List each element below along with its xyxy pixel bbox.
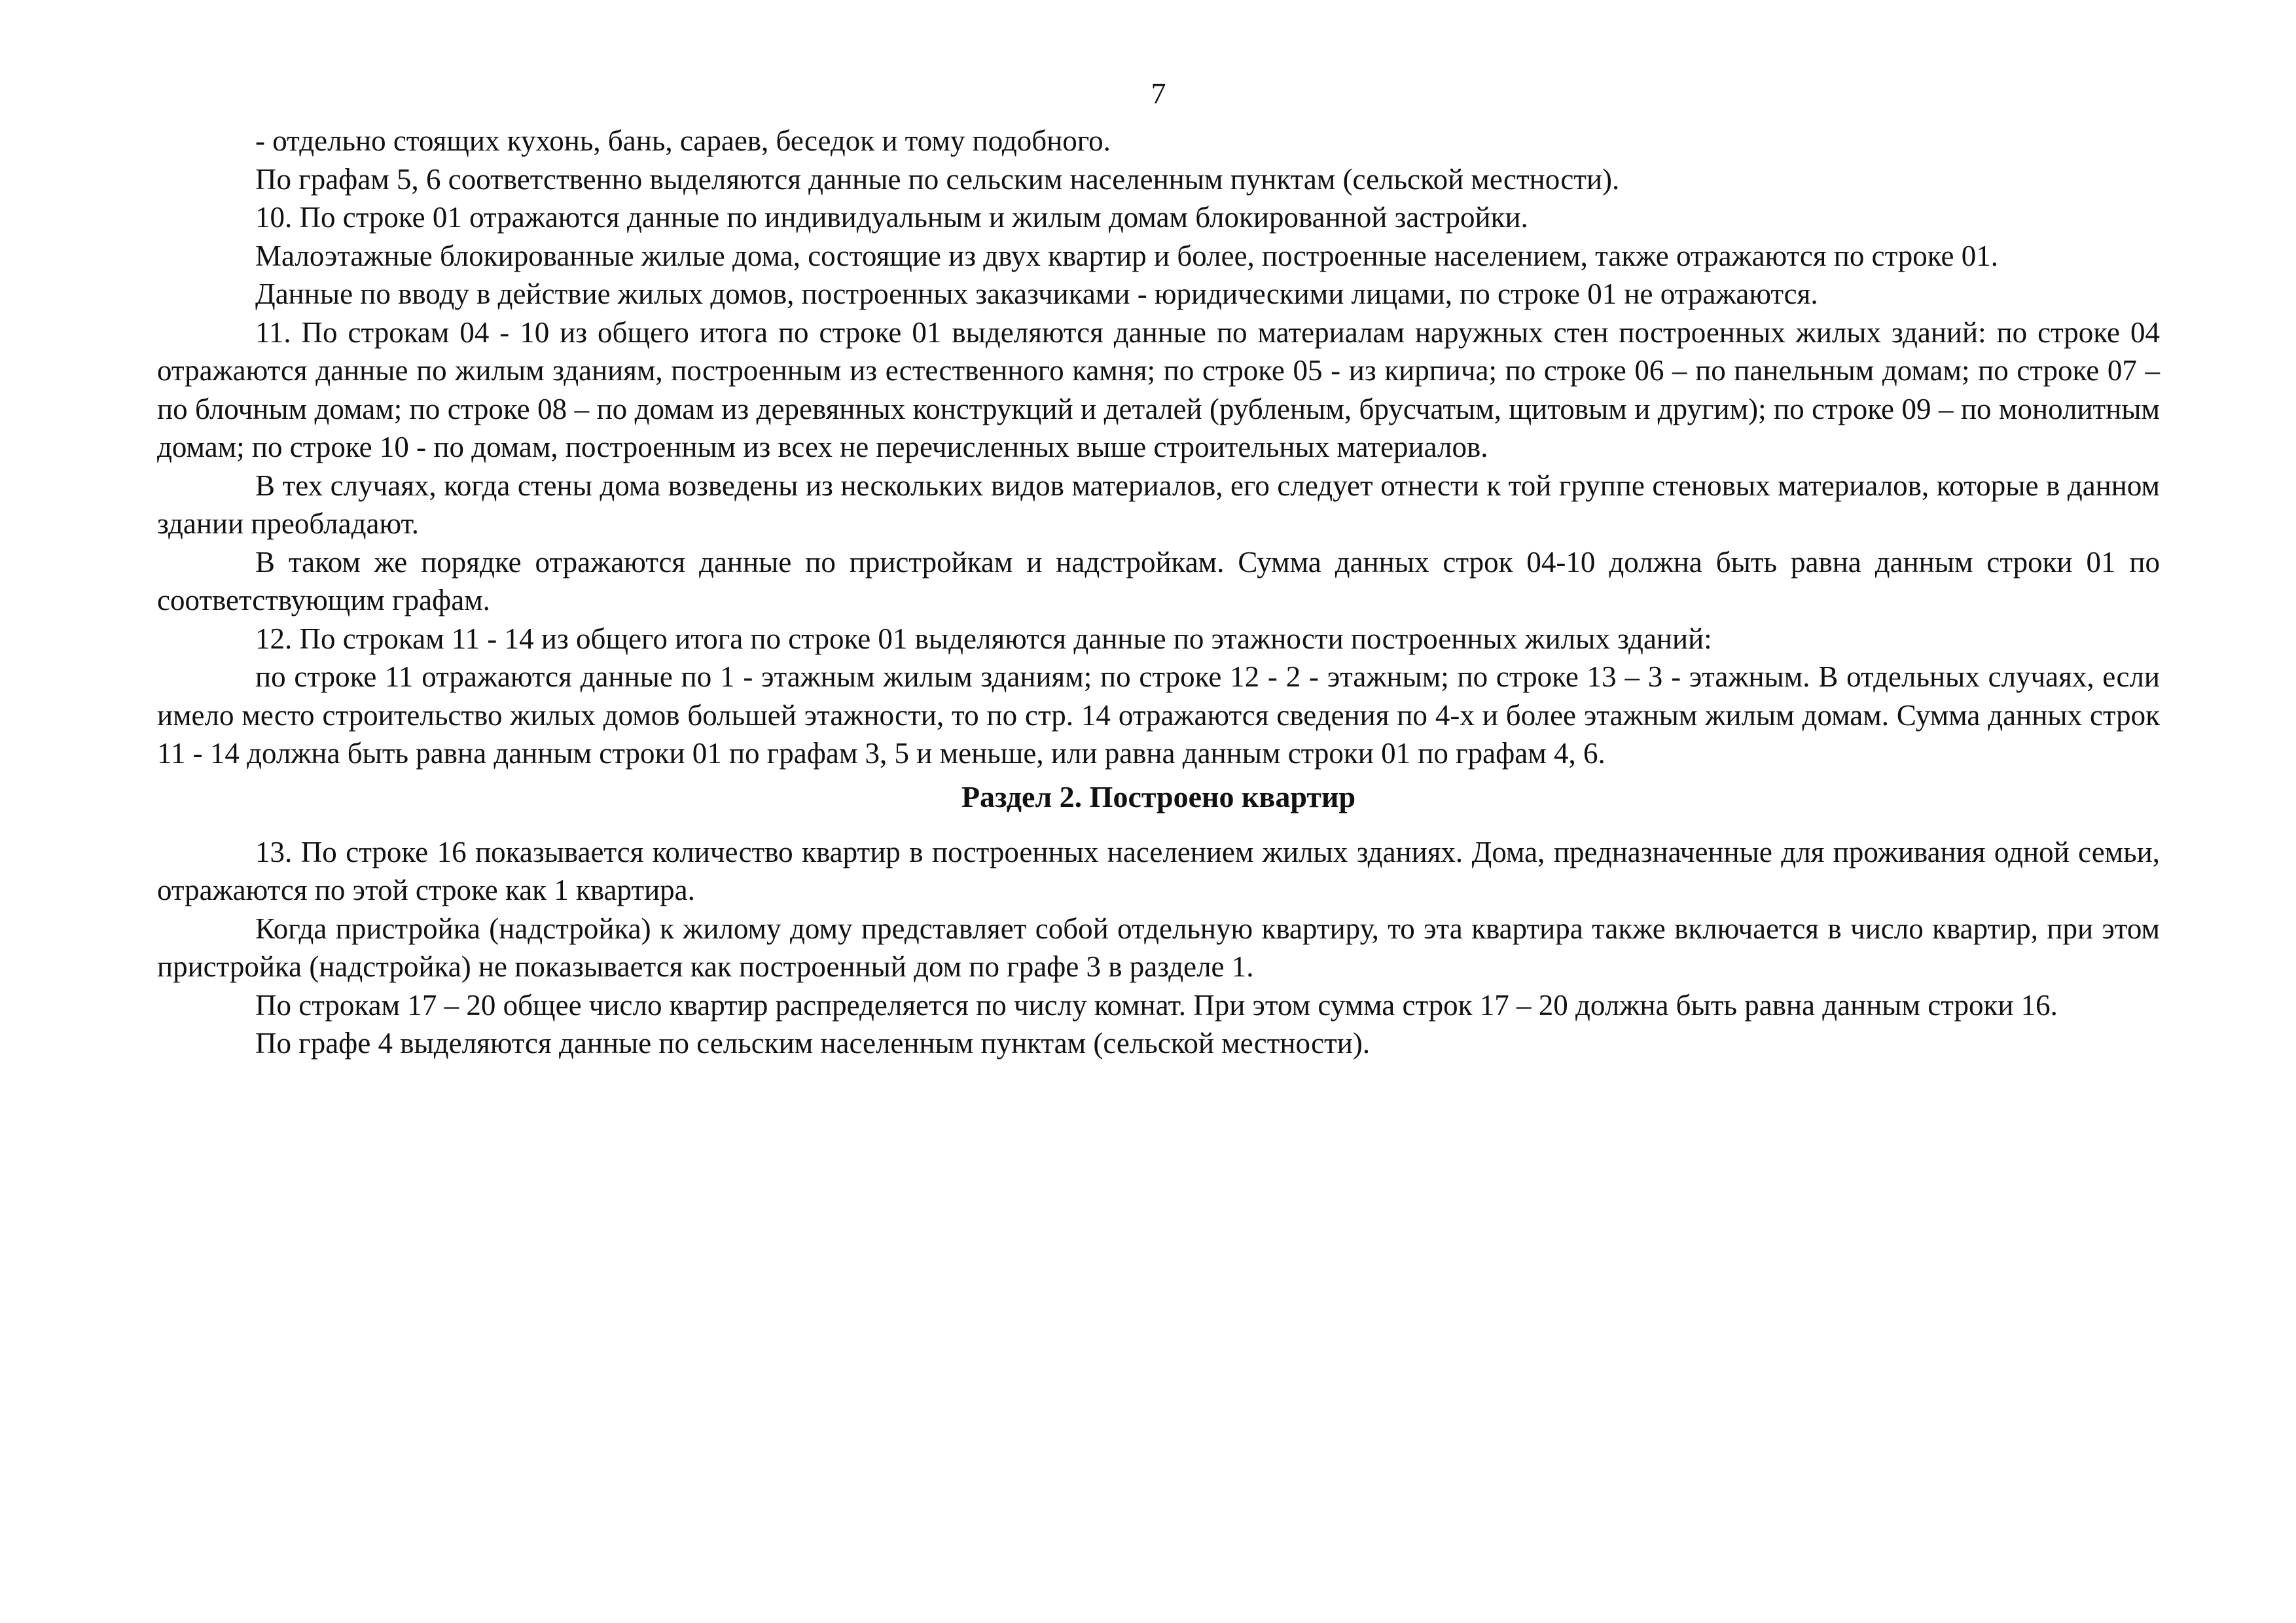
section-title: Раздел 2. Построено квартир xyxy=(961,779,1356,813)
paragraph-mixed-materials: В тех случаях, когда стены дома возведены из нескольких видов материалов, его следует отнести к той группе стеновых материалов, которые в данном здании преобладают. xyxy=(157,469,2160,540)
paragraph-item-12: 12. По строкам 11 - 14 из общего итога по строке 01 выделяются данные по этажности построенных жилых зданий: xyxy=(255,622,1712,655)
paragraph-extension-apartment: Когда пристройка (надстройка) к жилому дому представляет собой отдельную квартиру, то эта квартира также включается в число квартир, при этом пристройка (надстройка) не показывается как построенный дом по графе 3 в разделе 1. xyxy=(157,912,2160,983)
paragraph-rooms: По строкам 17 – 20 общее число квартир распределяется по числу комнат. При этом сумма строк 17 – 20 должна быть равна данным строки 16. xyxy=(255,988,2058,1022)
paragraph-item-13: 13. По строке 16 показывается количество квартир в построенных населением жилых зданиях. Дома, предназначенные для проживания одной семьи, отражаются по этой строке как 1 квартира. xyxy=(157,835,2160,906)
paragraph-columns-5-6: По графам 5, 6 соответственно выделяются данные по сельским населенным пунктам (сельской местности). xyxy=(255,162,1620,196)
paragraph-storeys: по строке 11 отражаются данные по 1 - этажным жилым зданиям; по строке 12 - 2 - этажным; по строке 13 – 3 - этажным. В отдельных случаях, если имело место строительство жилых домов большей этажности, то по стр. 14 отражаются сведения по 4-х и более этажным жилым домам. Сумма данных строк 11 - 14 должна быть равна данным строки 01 по графам 3, 5 и меньше, или равна данным строки 01 по графам 4, 6. xyxy=(157,660,2160,770)
paragraph-column-4: По графе 4 выделяются данные по сельским населенным пунктам (сельской местности). xyxy=(255,1027,1371,1060)
paragraph-extensions: В таком же порядке отражаются данные по пристройкам и надстройкам. Сумма данных строк 04-10 должна быть равна данным строки 01 по соответствующим графам. xyxy=(157,545,2160,616)
paragraph-legal-entities: Данные по вводу в действие жилых домов, построенных заказчиками - юридическими лицами, по строке 01 не отражаются. xyxy=(255,277,1818,310)
document-page xyxy=(157,71,2160,1063)
paragraph-low-rise-houses: Малоэтажные блокированные жилые дома, состоящие из двух квартир и более, построенные населением, также отражаются по строке 01. xyxy=(255,239,1998,272)
paragraph-item-11: 11. По строкам 04 - 10 из общего итога по строке 01 выделяются данные по материалам наружных стен построенных жилых зданий: по строке 04 отражаются данные по жилым зданиям, построенным из естественного камня; по строке 05 - из кирпича; по строке 06 – по панельным домам; по строке 07 – по блочным домам; по строке 08 – по домам из деревянных конструкций и деталей (рубленым, брусчатым, щитовым и другим); по строке 09 – по монолитным домам; по строке 10 - по домам, построенным из всех не перечисленных выше строительных материалов. xyxy=(157,315,2160,463)
page-number: 7 xyxy=(1151,77,1166,110)
paragraph-outbuildings: - отдельно стоящих кухонь, бань, сараев, беседок и тому подобного. xyxy=(255,124,1111,157)
paragraph-item-10: 10. По строке 01 отражаются данные по индивидуальным и жилым домам блокированной застройки. xyxy=(255,201,1528,234)
